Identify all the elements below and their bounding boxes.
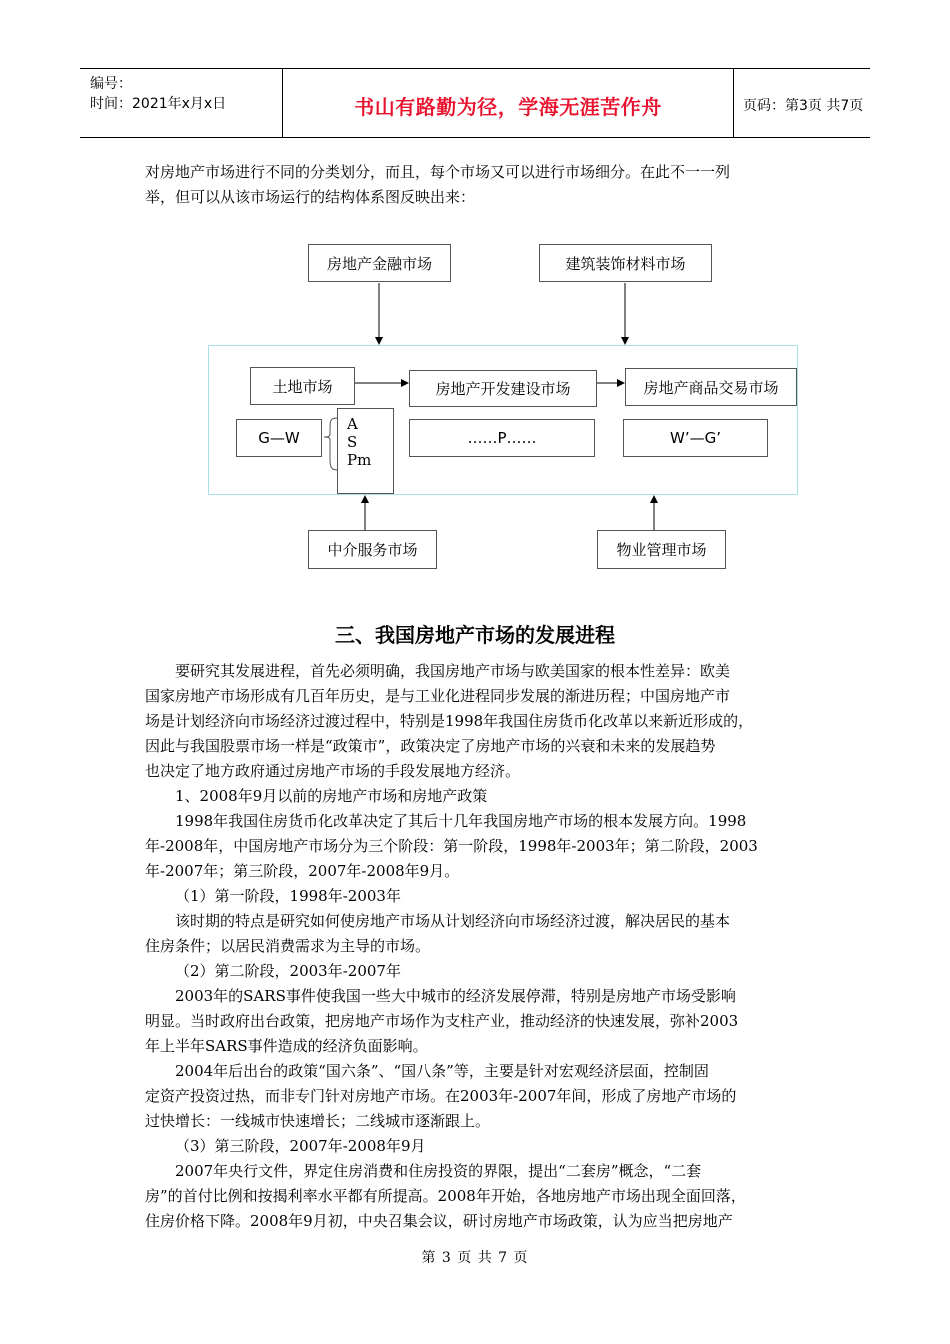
text-line: 年-2007年；第三阶段，2007年-2008年9月。 [145, 862, 460, 880]
header-info-cell [80, 69, 282, 137]
text-line: 举，但可以从该市场运行的结构体系图反映出来： [145, 188, 476, 206]
box-development-market: 房地产开发建设市场 [409, 370, 597, 407]
text-line: 国家房地产市场形成有几百年历史，是与工业化进程同步发展的渐进历程；中国房地产市 [145, 687, 731, 705]
box-trade-market: 房地产商品交易市场 [625, 368, 797, 406]
header-motto-cell [282, 69, 734, 137]
text-line: 过快增长：一线城市快速增长；二线城市逐渐跟上。 [145, 1112, 491, 1130]
section-title: 三、我国房地产市场的发展进程 [335, 623, 615, 647]
box-g-w: G—W [236, 419, 322, 457]
text-line: 2007年央行文件，界定住房消费和住房投资的界限，提出“二套房”概念，“二套 [175, 1162, 702, 1180]
subheading: （3）第三阶段，2007年-2008年9月 [175, 1137, 426, 1155]
text-line: 住房条件；以居民消费需求为主导的市场。 [145, 937, 431, 955]
text-line: 2004年后出台的政策“国六条”、“国八条”等，主要是针对宏观经济层面，控制固 [175, 1062, 709, 1080]
text-line: 对房地产市场进行不同的分类划分，而且，每个市场又可以进行市场细分。在此不一一列 [145, 163, 731, 181]
page-header [80, 68, 870, 138]
text-line: 年-2008年，中国房地产市场分为三个阶段：第一阶段，1998年-2003年；第二阶段，2003 [145, 837, 758, 855]
asp-line: S [347, 433, 358, 451]
box-agency-market: 中介服务市场 [308, 530, 437, 569]
text-line: 该时期的特点是研究如何使房地产市场从计划经济向市场经济过渡，解决居民的基本 [175, 912, 731, 930]
asp-line: Pm [347, 451, 372, 469]
text-line: 定资产投资过热，而非专门针对房地产市场。在2003年-2007年间，形成了房地产市场的 [145, 1087, 737, 1105]
text-line: 也决定了地方政府通过房地产市场的手段发展地方经济。 [145, 762, 521, 780]
subheading: （1）第一阶段，1998年-2003年 [175, 887, 401, 905]
box-production: ……P…… [409, 419, 595, 457]
number-label: 编号： [90, 76, 132, 92]
subheading: （2）第二阶段，2003年-2007年 [175, 962, 401, 980]
text-line: 要研究其发展进程，首先必须明确，我国房地产市场与欧美国家的根本性差异：欧美 [175, 662, 731, 680]
box-land-market: 土地市场 [250, 367, 355, 405]
page-footer: 第 3 页 共 7 页 [421, 1250, 529, 1266]
box-asp [337, 408, 394, 494]
text-line: 明显。当时政府出台政策，把房地产市场作为支柱产业，推动经济的快速发展，弥补2003 [145, 1012, 739, 1030]
time-label: 时间：2021年x月x日 [90, 96, 227, 112]
header-page-cell [733, 69, 870, 137]
page-number-label: 页码：第3页 共7页 [743, 98, 864, 114]
brace [324, 418, 338, 470]
text-line: 2003年的SARS事件使我国一些大中城市的经济发展停滞，特别是房地产市场受影响 [175, 987, 736, 1005]
asp-line: A [347, 415, 358, 433]
intro-paragraph [145, 160, 810, 210]
text-line: 场是计划经济向市场经济过渡过程中，特别是1998年我国住房货币化改革以来新近形成的， [145, 712, 754, 730]
text-line: 1998年我国住房货币化改革决定了其后十几年我国房地产市场的根本发展方向。1998 [175, 812, 747, 830]
box-finance-market: 房地产金融市场 [308, 244, 451, 282]
subheading: 1、2008年9月以前的房地产市场和房地产政策 [175, 787, 488, 805]
text-line: 因此与我国股票市场一样是“政策市”，政策决定了房地产市场的兴衰和未来的发展趋势 [145, 737, 716, 755]
box-w-g: W’—G’ [623, 419, 768, 457]
text-line: 年上半年SARS事件造成的经济负面影响。 [145, 1037, 428, 1055]
text-line: 房”的首付比例和按揭利率水平都有所提高。2008年开始，各地房地产市场出现全面回落， [145, 1187, 746, 1205]
box-materials-market: 建筑装饰材料市场 [539, 244, 712, 282]
box-property-management-market: 物业管理市场 [597, 530, 726, 569]
body-text [145, 659, 810, 1234]
text-line: 住房价格下降。2008年9月初，中央召集会议，研讨房地产市场政策，认为应当把房地产 [145, 1212, 733, 1230]
motto: 书山有路勤为径，学海无涯苦作舟 [354, 95, 662, 119]
